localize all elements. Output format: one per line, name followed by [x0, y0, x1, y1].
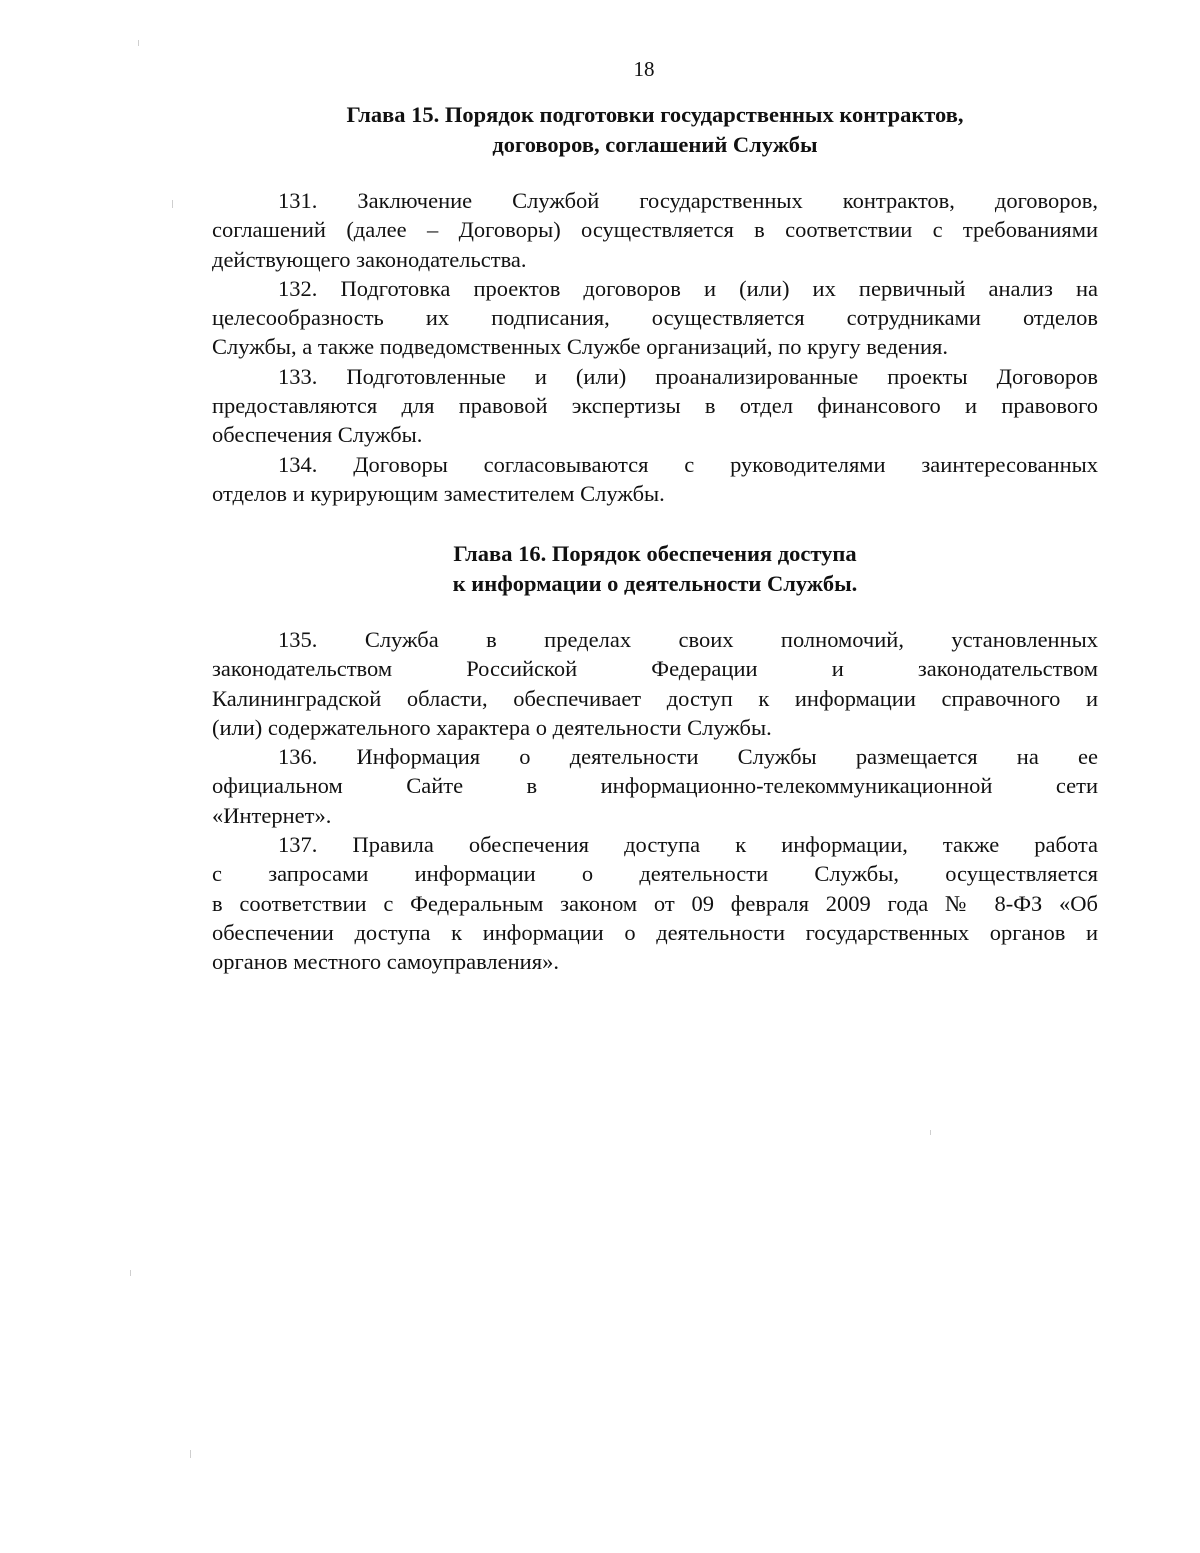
chapter-heading-line: Глава 15. Порядок подготовки государственных контрактов, — [346, 102, 964, 127]
paragraph-137 — [212, 830, 1098, 976]
scan-speck — [930, 1130, 931, 1135]
chapter-15-heading — [212, 100, 1098, 160]
paragraph-line: «Интернет». — [212, 802, 332, 828]
page-number: 18 — [633, 57, 655, 81]
paragraph-line: с запросами информации о деятельности Службы, осуществляется — [212, 861, 1098, 887]
paragraph-line: соглашений (далее – Договоры) осуществляется в соответствии с требованиями — [212, 217, 1098, 243]
paragraph-135 — [212, 625, 1098, 742]
paragraph-134 — [212, 450, 1098, 509]
paragraph-line: 137. Правила обеспечения доступа к информации, также работа — [278, 832, 1098, 858]
paragraph-line: 131. Заключение Службой государственных контрактов, договоров, — [278, 188, 1098, 213]
paragraph-line: (или) содержательного характера о деятельности Службы. — [212, 714, 772, 740]
paragraph-line: Службы, а также подведомственных Службе организаций, по кругу ведения. — [212, 334, 948, 360]
paragraph-line: органов местного самоуправления». — [212, 949, 559, 975]
paragraph-133 — [212, 362, 1098, 450]
chapter-heading-line: к информации о деятельности Службы. — [452, 571, 858, 596]
paragraph-136 — [212, 742, 1098, 830]
paragraph-line: официальном Сайте в информационно-телекоммуникационной сети — [212, 773, 1098, 799]
chapter-heading-line: договоров, соглашений Службы — [492, 132, 818, 157]
paragraph-line: 133. Подготовленные и (или) проанализированные проекты Договоров — [278, 363, 1098, 389]
paragraph-line: 134. Договоры согласовываются с руководителями заинтересованных — [278, 451, 1098, 477]
paragraph-line: отделов и курирующим заместителем Службы. — [212, 480, 665, 506]
chapter-16-body — [212, 625, 1098, 977]
scan-speck — [190, 1450, 191, 1458]
paragraph-line: 132. Подготовка проектов договоров и (или) их первичный анализ на — [278, 275, 1098, 301]
scan-speck — [130, 1270, 131, 1276]
paragraph-line: обеспечении доступа к информации о деятельности государственных органов и — [212, 919, 1098, 945]
chapter-heading-line: Глава 16. Порядок обеспечения доступа — [453, 541, 857, 566]
paragraph-line: обеспечения Службы. — [212, 422, 423, 448]
paragraph-line: Калининградской области, обеспечивает доступ к информации справочного и — [212, 685, 1098, 711]
paragraph-131 — [212, 186, 1098, 274]
paragraph-132 — [212, 274, 1098, 362]
scan-speck — [172, 200, 173, 208]
paragraph-line: предоставляются для правовой экспертизы в отдел финансового и правового — [212, 393, 1098, 419]
paragraph-line: действующего законодательства. — [212, 246, 527, 272]
paragraph-line: в соответствии с Федеральным законом от 09 февраля 2009 года № 8-ФЗ «Об — [212, 890, 1098, 916]
paragraph-line: законодательством Российской Федерации и законодательством — [212, 656, 1098, 682]
chapter-15-body — [212, 186, 1098, 508]
scan-speck — [138, 40, 139, 46]
paragraph-line: целесообразность их подписания, осуществляется сотрудниками отделов — [212, 305, 1098, 331]
paragraph-line: 135. Служба в пределах своих полномочий, установленных — [278, 627, 1098, 652]
chapter-16-heading — [212, 539, 1098, 599]
paragraph-line: 136. Информация о деятельности Службы размещается на ее — [278, 744, 1098, 770]
